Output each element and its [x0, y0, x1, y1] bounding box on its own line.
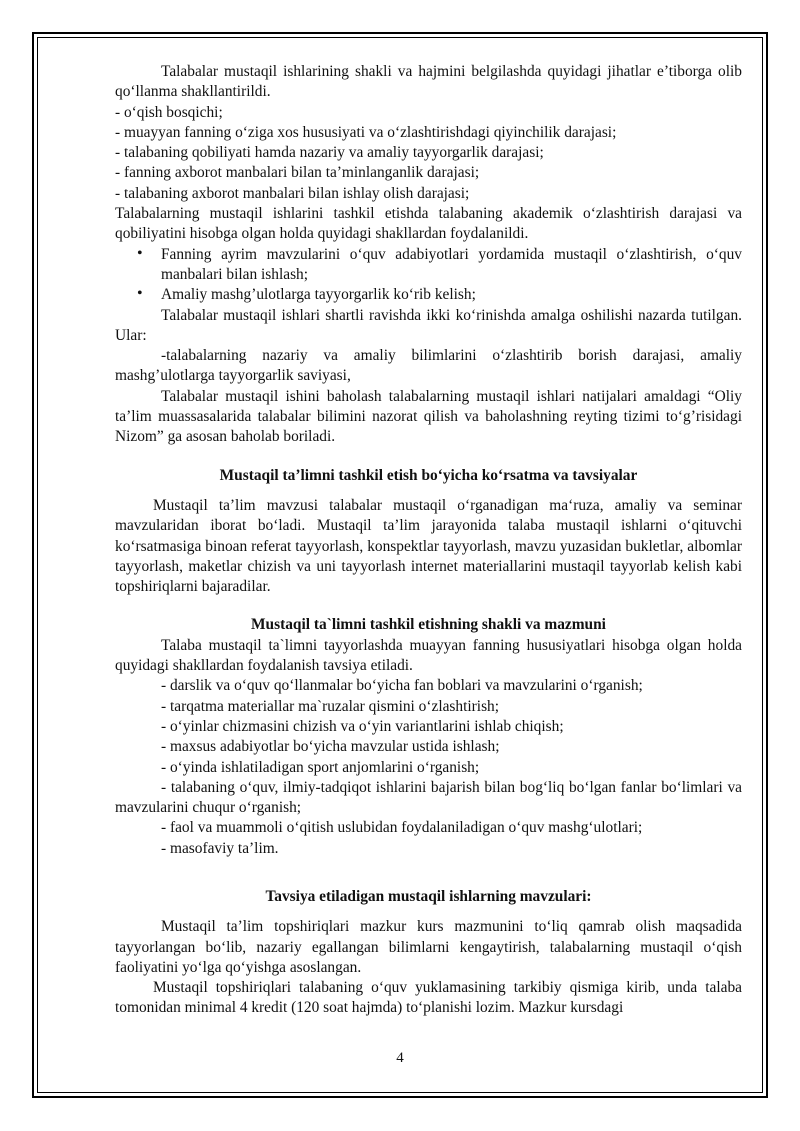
- list-item: - talabaning o‘quv, ilmiy-tadqiqot ishlarini bajarish bilan bog‘liq bo‘lgan fanlar bo‘limlari va mavzularini chuqur o‘rganish;: [115, 778, 742, 817]
- list-item: - talabaning axborot manbalari bilan ishlay olish darajasi;: [115, 184, 470, 202]
- list-item: - muayyan fanning o‘ziga xos hususiyati va o‘zlashtirishdagi qiyinchilik darajasi;: [115, 123, 617, 141]
- list-item: - masofaviy ta’lim.: [161, 839, 279, 857]
- paragraph-assessment: Talabalar mustaqil ishini baholash talabalarning mustaqil ishlari natijalari amaldagi “Oliy ta’lim muassasalarida talabalar bilimini nazorat qilish va baholashning reyting tizimi to‘g’risidagi Nizom” ga asosan baholab boriladi.: [115, 387, 742, 446]
- list-item: - o‘yinda ishlatiladigan sport anjomlarini o‘rganish;: [161, 758, 480, 776]
- page-number: 4: [396, 1050, 404, 1066]
- section-heading: Mustaqil ta’limni tashkil etish bo‘yicha ko‘rsatma va tavsiyalar: [219, 466, 638, 484]
- list-item: - maxsus adabiyotlar bo‘yicha mavzular ustida ishlash;: [161, 738, 500, 756]
- bullet-item: • Amaliy mashg’ulotlarga tayyorgarlik ko‘rib kelish;: [137, 285, 476, 304]
- section-heading: Tavsiya etiladigan mustaqil ishlarning mavzulari:: [265, 887, 592, 905]
- bullet-icon: •: [137, 244, 143, 262]
- paragraph-forms: Talabalarning mustaqil ishlarini tashkil etishda talabaning akademik o‘zlashtirish darajasi va qobiliyatini hisobga olgan holda quyidagi shakllardan foydalanildi.: [115, 205, 742, 243]
- list-item: - faol va muammoli o‘qitish uslubidan foydalaniladigan o‘quv mashg‘ulotlari;: [161, 819, 643, 837]
- list-item: - talabaning qobiliyati hamda nazariy va amaliy tayyorgarlik darajasi;: [115, 144, 544, 162]
- paragraph-recommend: Talaba mustaqil ta`limni tayyorlashda muayyan fanning hususiyatlari hisobga olgan holda quyidagi shakllardan foydalanish tavsiya etiladi.: [115, 636, 742, 675]
- bullet-icon: •: [137, 285, 143, 303]
- list-item: - darslik va o‘quv qo‘llanmalar bo‘yicha fan boblari va mavzularini o‘rganish;: [161, 677, 643, 695]
- paragraph-two-forms: Talabalar mustaqil ishlari shartli ravishda ikki ko‘rinishda amalga oshilishi nazarda tutilgan. Ular:: [115, 306, 742, 344]
- list-item: - o‘yinlar chizmasini chizish va o‘yin variantlarini ishlab chiqish;: [161, 717, 564, 735]
- document-body: [115, 62, 742, 1019]
- paragraph-tasks: Mustaqil ta’lim topshiriqlari mazkur kurs mazmunini to‘liq qamrab olish maqsadida tayyorlangan bo‘lib, nazariy egallangan bilimlarni kengaytirish, talabalarning mustaqil o‘qish faoliyatini yo‘lga qo‘yishga asoslangan.: [115, 918, 742, 976]
- list-item: - o‘qish bosqichi;: [115, 103, 223, 121]
- section-heading: Mustaqil ta`limni tashkil etishning shakli va mazmuni: [251, 616, 606, 634]
- paragraph-topics: Mustaqil ta’lim mavzusi talabalar mustaqil o‘rganadigan ma‘ruza, amaliy va seminar mavzularidan iborat bo‘ladi. Mustaqil ta’lim jarayonida talaba mustaqil ishlarni o‘qituvchi ko‘rsatmasiga binoan referat tayyorlash, konspektlar tayyorlash, mavzu yuzasidan bukletlar, albomlar tayyorlash, maketlar chizish va uni tayyorlash internet materiallarini mustaqil tayyorlab kelish kabi topshiriqlarni bajaradilar.: [115, 496, 742, 596]
- list-item: - tarqatma materiallar ma`ruzalar qismini o‘zlashtirish;: [161, 697, 500, 715]
- paragraph-credits: Mustaqil topshiriqlari talabaning o‘quv yuklamasining tarkibiy qismiga kirib, unda talaba tomonidan minimal 4 kredit (120 soat hajmda) to‘planishi lozim. Mazkur kursdagi: [115, 979, 742, 1017]
- paragraph-levels: -talabalarning nazariy va amaliy bilimlarini o‘zlashtirib borish darajasi, amaliy mashg’ulotlarga tayyorgarlik saviyasi,: [115, 347, 742, 385]
- list-item: - fanning axborot manbalari bilan ta’minlanganlik darajasi;: [115, 164, 480, 182]
- paragraph-intro: Talabalar mustaqil ishlarining shakli va hajmini belgilashda quyidagi jihatlar e’tiborga olib qo‘llanma shakllantirildi.: [115, 63, 742, 101]
- bullet-item: • Fanning ayrim mavzularini o‘quv adabiyotlari yordamida mustaqil o‘zlashtirish, o‘quv manbalari bilan ishlash;: [137, 244, 742, 283]
